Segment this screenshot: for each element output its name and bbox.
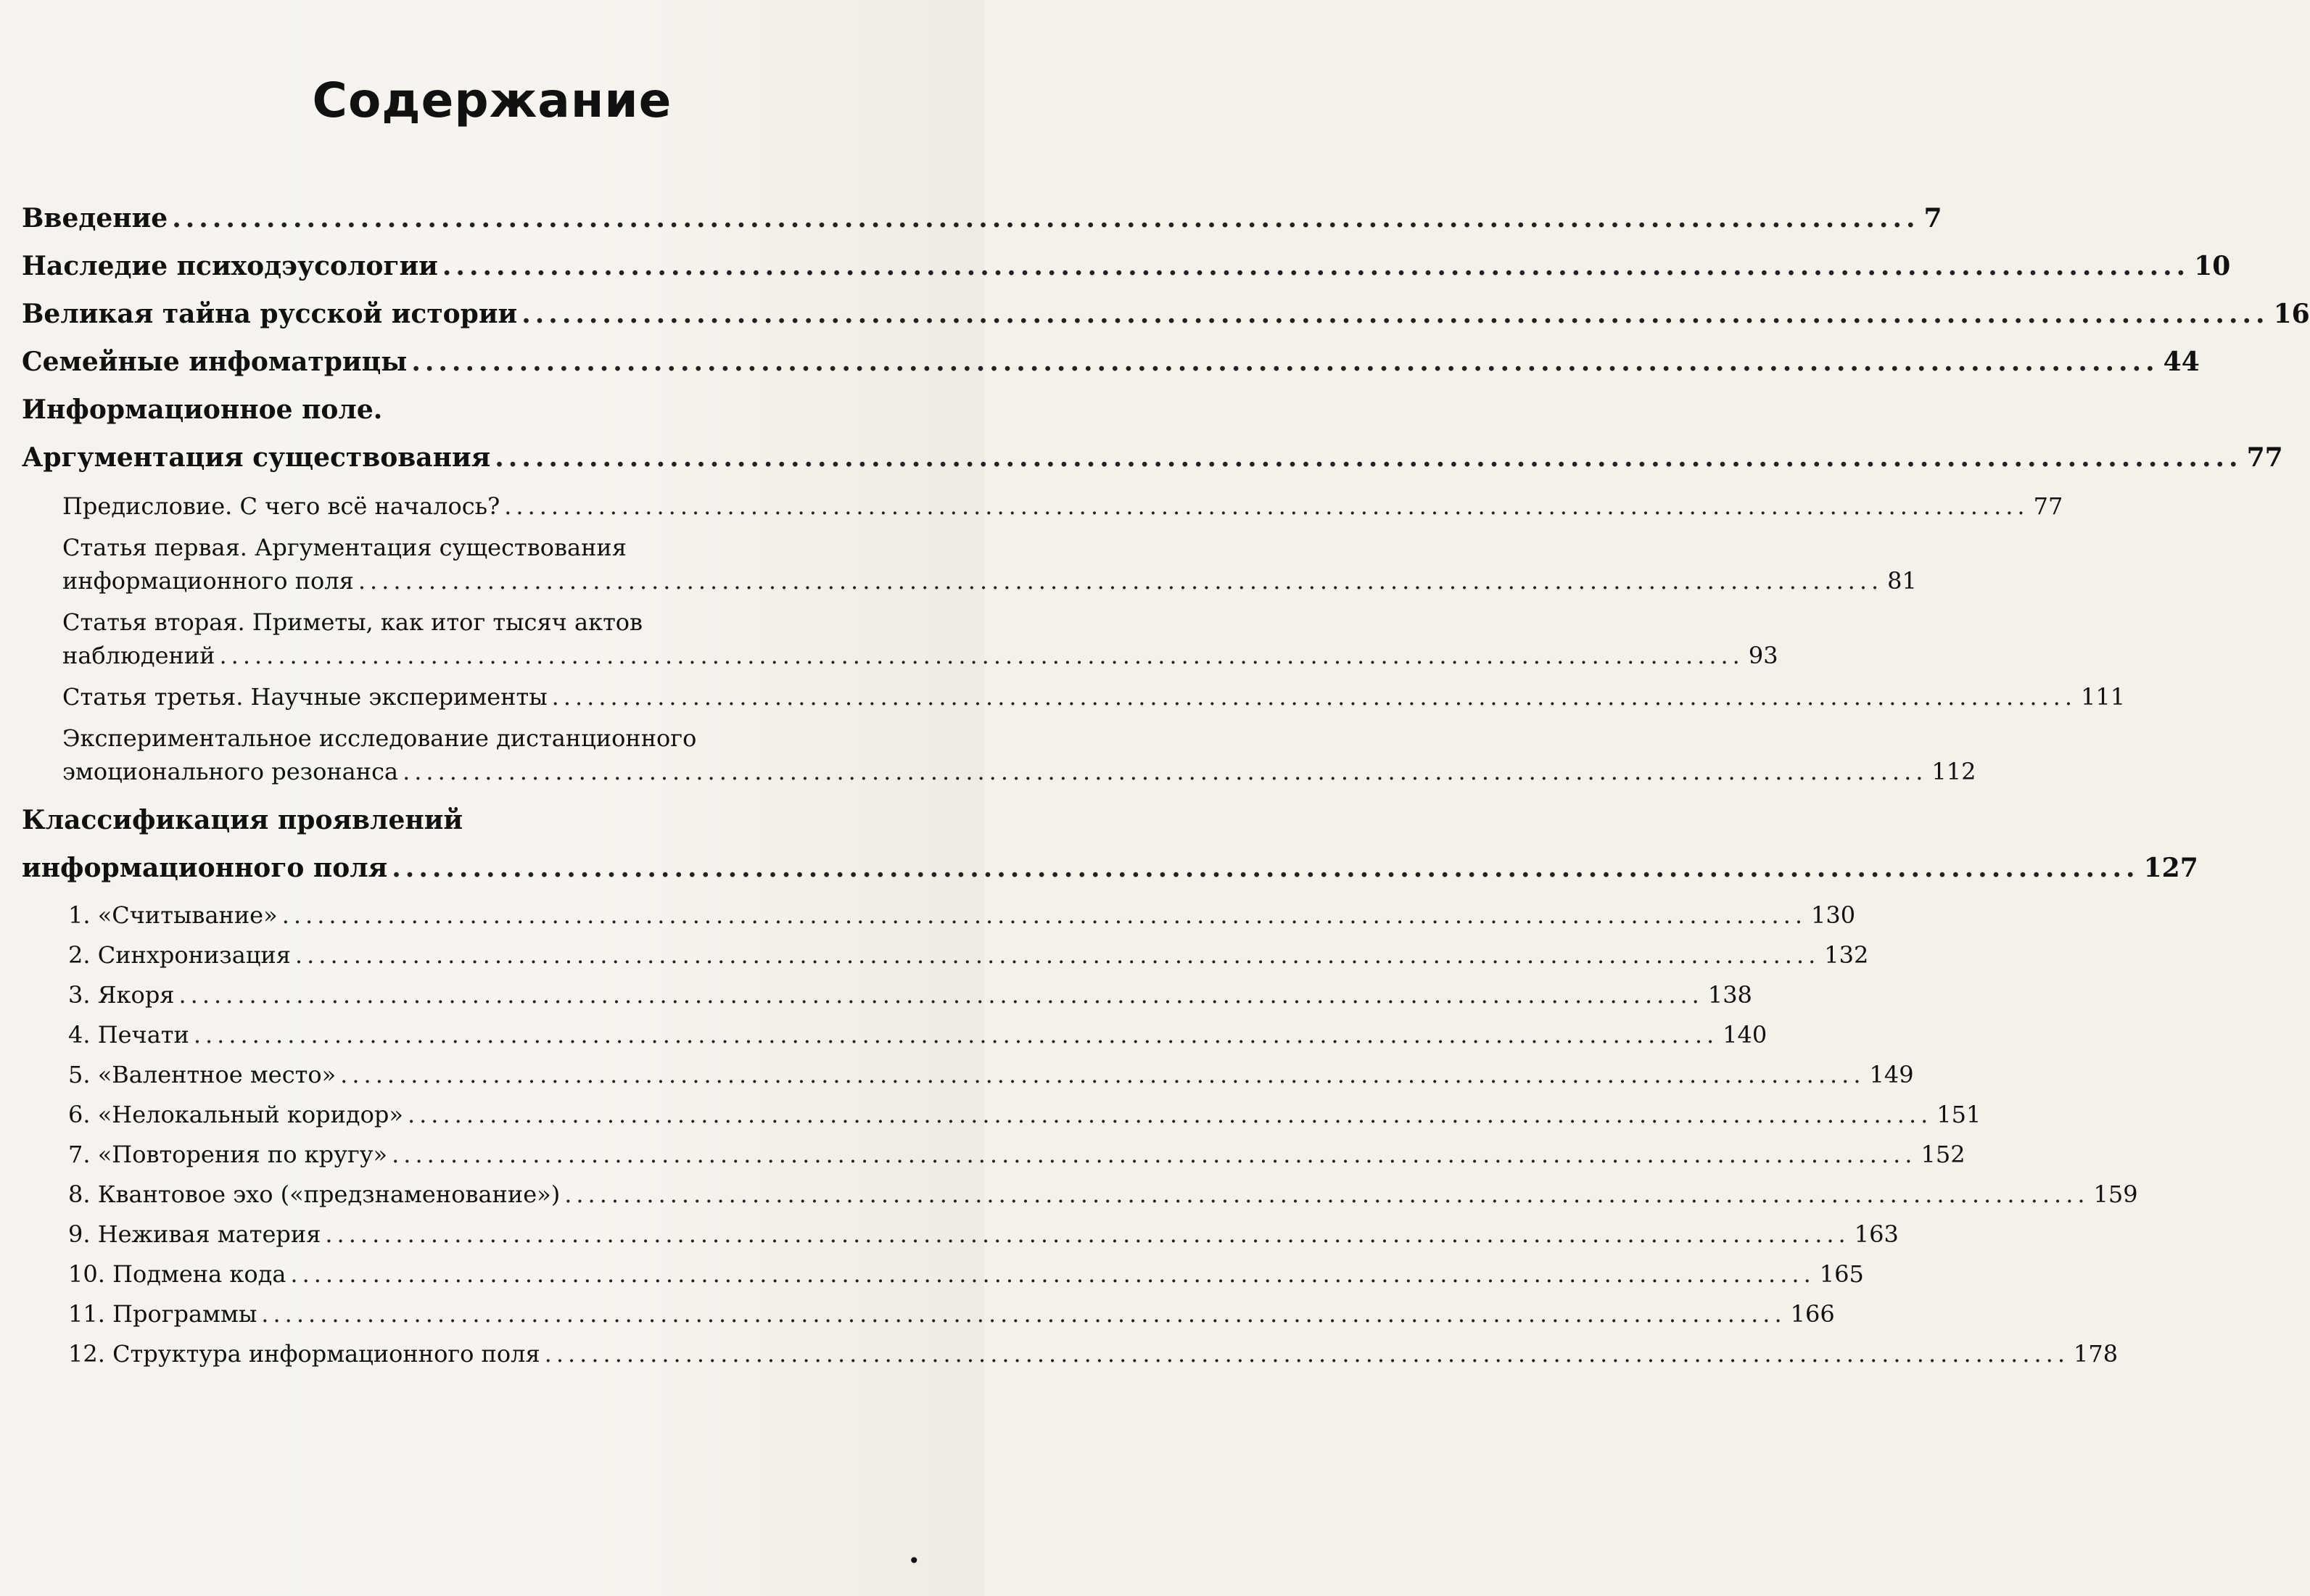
- toc-subentry-article-two[interactable]: [22, 605, 1778, 672]
- toc-entry-label: Статья третья. Научные эксперименты: [62, 683, 548, 711]
- toc-entry-label-line1: Статья вторая. Приметы, как итог тысяч актов: [62, 608, 643, 636]
- toc-page-number: 151: [1936, 1101, 1981, 1128]
- toc-page-number: 111: [2081, 683, 2126, 711]
- toc-subentry-article-one[interactable]: [22, 531, 1917, 598]
- toc-item-synchronization[interactable]: [22, 938, 1869, 972]
- toc-page-number: 127: [2143, 853, 2198, 883]
- toc-entry-label: Предисловие. С чего всё началось?: [62, 492, 500, 520]
- dot-leader: ..................................................................................................................................: [544, 1340, 2069, 1368]
- toc-entry-introduction[interactable]: [22, 194, 1942, 242]
- toc-entry-legacy[interactable]: [22, 242, 2231, 290]
- toc-entry-classification[interactable]: [22, 796, 2198, 892]
- dot-leader: ..................................................................................................................................: [340, 1061, 1865, 1088]
- toc-page-number: 10: [2194, 251, 2231, 281]
- dot-leader: ..................................................................................................................................: [358, 567, 1884, 595]
- toc-entry-label: 6. «Нелокальный коридор»: [68, 1101, 403, 1128]
- toc-entry-label: информационного поля: [22, 853, 388, 883]
- toc-entry-label: информационного поля: [62, 567, 354, 595]
- dot-leader: ..................................................................................................................................: [392, 1141, 1917, 1168]
- toc-page-number: 77: [2246, 442, 2283, 473]
- toc-item-repetitions[interactable]: [22, 1138, 1965, 1171]
- toc-page-number: 44: [2163, 347, 2200, 377]
- dot-leader: ..................................................................................................................................: [411, 347, 2159, 377]
- toc-entry-label-line1: Экспериментальное исследование дистанционного: [62, 724, 697, 752]
- toc-entry-information-field[interactable]: [22, 386, 2283, 481]
- page-title: Содержание: [312, 73, 672, 128]
- toc-page-number: 159: [2093, 1181, 2138, 1208]
- toc-entry-great-mystery[interactable]: [22, 290, 2310, 338]
- toc-entry-label: 3. Якоря: [68, 981, 175, 1009]
- toc-subentry-preface[interactable]: [22, 489, 2063, 523]
- toc-subentry-resonance-study[interactable]: [22, 721, 1976, 788]
- toc-item-programs[interactable]: [22, 1297, 1835, 1331]
- toc-page-number: 132: [1824, 941, 1869, 969]
- toc-entry-label: 9. Неживая материя: [68, 1220, 321, 1248]
- toc-entry-label: 7. «Повторения по кругу»: [68, 1141, 388, 1168]
- dot-leader: ..................................................................................................................................: [551, 683, 2076, 711]
- dot-leader: ..................................................................................................................................: [392, 853, 2140, 883]
- toc-entry-label: 8. Квантовое эхо («предзнаменование»): [68, 1181, 561, 1208]
- dot-leader: ..................................................................................................................................: [172, 203, 1920, 233]
- toc-page-number: 77: [2033, 492, 2063, 520]
- toc-item-reading[interactable]: [22, 898, 1856, 932]
- dot-leader: ..................................................................................................................................: [564, 1181, 2090, 1208]
- toc-entry-label: 12. Структура информационного поля: [68, 1340, 540, 1368]
- dot-leader: ..................................................................................................................................: [290, 1260, 1815, 1288]
- toc-page-number: 81: [1887, 567, 1917, 595]
- toc-entry-family-infomatrices[interactable]: [22, 338, 2200, 386]
- toc-page-number: 130: [1811, 901, 1856, 929]
- dot-leader: ..................................................................................................................................: [325, 1220, 1850, 1248]
- dot-leader: ..................................................................................................................................: [193, 1021, 1719, 1049]
- dot-leader: ..................................................................................................................................: [442, 251, 2190, 281]
- table-of-contents: [22, 194, 2310, 1377]
- toc-item-inanimate-matter[interactable]: [22, 1217, 1899, 1251]
- toc-entry-label: наблюдений: [62, 642, 215, 669]
- toc-page-number: 165: [1819, 1260, 1864, 1288]
- toc-entry-label: эмоционального резонанса: [62, 758, 399, 785]
- dot-leader: ..................................................................................................................................: [261, 1300, 1786, 1328]
- toc-page-number: 138: [1707, 981, 1752, 1009]
- toc-page-number: 112: [1931, 758, 1976, 785]
- dot-leader: ..................................................................................................................................: [407, 1101, 1933, 1128]
- toc-item-quantum-echo[interactable]: [22, 1178, 2138, 1211]
- toc-entry-label: 1. «Считывание»: [68, 901, 278, 929]
- toc-item-code-substitution[interactable]: [22, 1257, 1864, 1291]
- page-mark: •: [908, 1549, 920, 1573]
- dot-leader: ..................................................................................................................................: [294, 941, 1820, 969]
- toc-entry-label: Введение: [22, 203, 168, 233]
- dot-leader: ..................................................................................................................................: [178, 981, 1704, 1009]
- toc-page-number: 163: [1854, 1220, 1899, 1248]
- toc-page-number: 166: [1790, 1300, 1835, 1328]
- toc-entry-label: 11. Программы: [68, 1300, 257, 1328]
- toc-subentry-article-three[interactable]: [22, 680, 2126, 714]
- toc-entry-label: Семейные инфоматрицы: [22, 347, 408, 377]
- toc-page-number: 178: [2074, 1340, 2119, 1368]
- toc-entry-label-line1: Информационное поле.: [22, 394, 383, 425]
- toc-item-seals[interactable]: [22, 1018, 1767, 1051]
- toc-page-number: 93: [1748, 642, 1778, 669]
- toc-entry-label: 5. «Валентное место»: [68, 1061, 337, 1088]
- toc-page-number: 152: [1921, 1141, 1965, 1168]
- toc-entry-label-line1: Классификация проявлений: [22, 805, 463, 835]
- toc-page-number: 7: [1923, 203, 1942, 233]
- toc-item-field-structure[interactable]: [22, 1337, 2119, 1370]
- toc-entry-label: Наследие психодэусологии: [22, 251, 438, 281]
- toc-page-number: 140: [1723, 1021, 1767, 1049]
- toc-entry-label: Великая тайна русской истории: [22, 299, 518, 329]
- toc-item-nonlocal-corridor[interactable]: [22, 1098, 1981, 1131]
- dot-leader: ..................................................................................................................................: [403, 758, 1928, 785]
- toc-page-number: 16: [2273, 299, 2310, 329]
- dot-leader: ..................................................................................................................................: [495, 442, 2243, 473]
- toc-entry-label: 2. Синхронизация: [68, 941, 291, 969]
- toc-item-valence-place[interactable]: [22, 1058, 1914, 1091]
- dot-leader: ..................................................................................................................................: [281, 901, 1807, 929]
- dot-leader: ..................................................................................................................................: [504, 492, 2029, 520]
- toc-item-anchors[interactable]: [22, 978, 1752, 1012]
- toc-entry-label: 4. Печати: [68, 1021, 189, 1049]
- toc-entry-label-line1: Статья первая. Аргументация существования: [62, 534, 627, 561]
- toc-page-number: 149: [1869, 1061, 1914, 1088]
- dot-leader: ..................................................................................................................................: [521, 299, 2269, 329]
- toc-entry-label: Аргументация существования: [22, 442, 491, 473]
- dot-leader: ..................................................................................................................................: [219, 642, 1744, 669]
- toc-entry-label: 10. Подмена кода: [68, 1260, 286, 1288]
